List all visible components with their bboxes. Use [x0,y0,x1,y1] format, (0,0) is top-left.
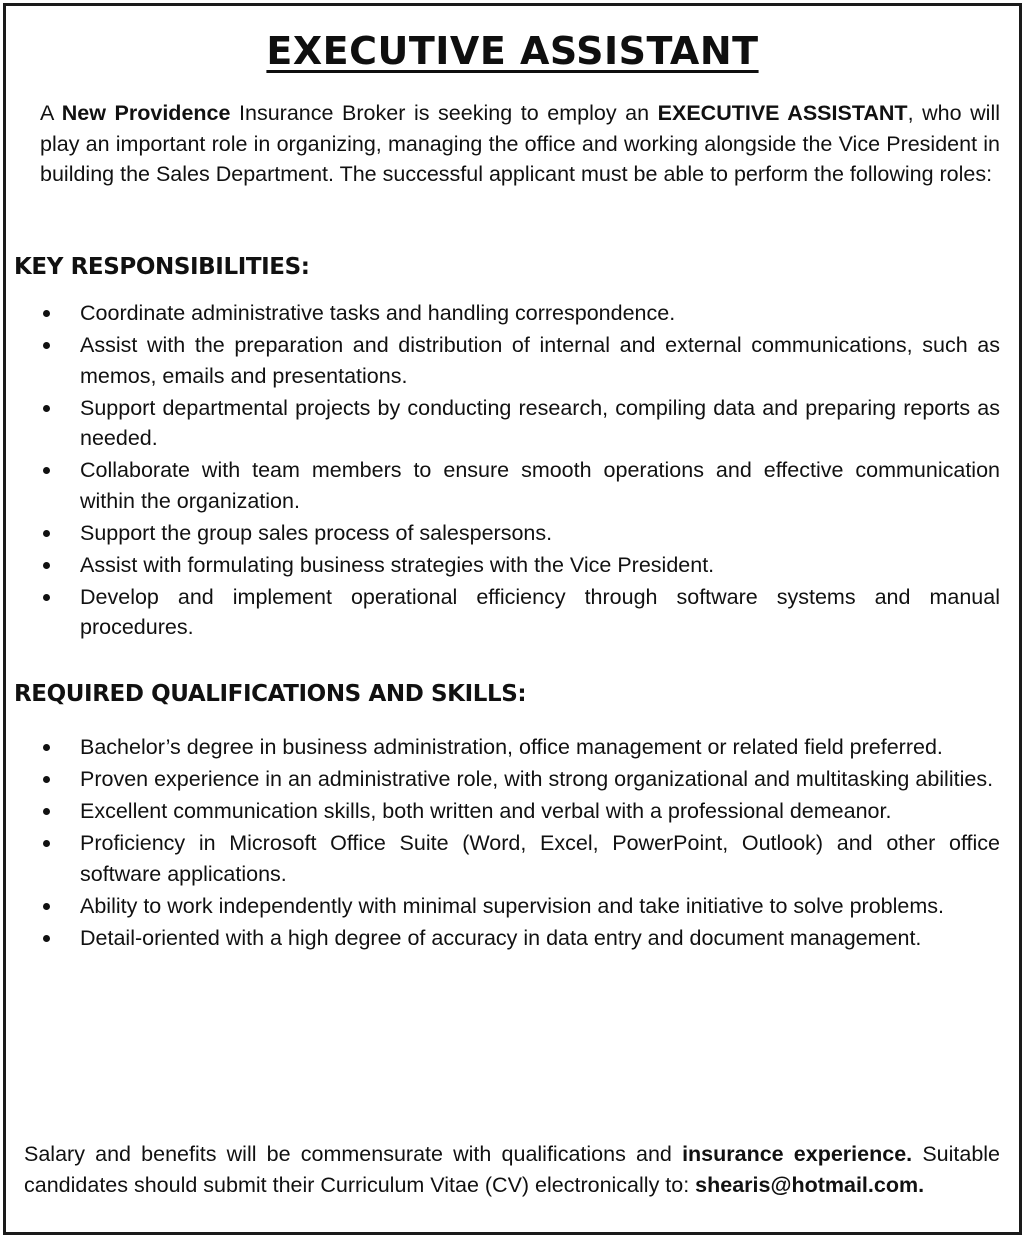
bullet-icon [43,405,50,412]
closing-text-1: Salary and benefits will be commensurate with qualifications and [24,1142,683,1166]
list-item [6,330,1000,391]
bullet-icon [43,808,50,815]
intro-text-1: A [40,101,62,125]
list-item [6,764,1000,795]
list-item-text: Ability to work independently with minimal supervision and take initiative to solve problems. [80,893,944,918]
bullet-icon [43,744,50,751]
list-item-text: Support the group sales process of salespersons. [80,520,553,545]
list-item [6,298,1000,329]
list-item [6,828,1000,889]
list-item-text: Proficiency in Microsoft Office Suite (Word, Excel, PowerPoint, Outlook) and other office software applications. [80,831,1000,886]
intro-text-3: , who will play an important role in organizing, managing the office and working alongside the Vice President in building the Sales Department. The successful applicant must be able to perform the following roles: [40,101,1000,186]
list-item [6,582,1000,643]
closing-paragraph [24,1139,1000,1200]
list-item-text: Detail-oriented with a high degree of accuracy in data entry and document management. [80,925,922,950]
bullet-icon [43,530,50,537]
list-item-text: Proven experience in an administrative role, with strong organizational and multitasking abilities. [80,767,994,791]
bullet-icon [43,310,50,317]
list-item [6,518,1000,549]
bullet-icon [43,562,50,569]
bullet-icon [43,342,50,349]
list-item [6,891,1000,922]
bullet-icon [43,935,50,942]
bullet-icon [43,467,50,474]
list-item-text: Develop and implement operational efficiency through software systems and manual procedures. [80,584,1000,639]
list-item-text: Support departmental projects by conducting research, compiling data and preparing reports as needed. [80,395,1000,450]
list-item-text: Assist with formulating business strategies with the Vice President. [80,552,715,577]
intro-text-2: Insurance Broker is seeking to employ an [230,101,658,125]
list-item-text: Coordinate administrative tasks and handling correspondence. [80,301,676,325]
required-qualifications-heading: REQUIRED QUALIFICATIONS AND SKILLS: [14,681,527,707]
list-item [6,550,1000,581]
bullet-icon [43,840,50,847]
list-item [6,393,1000,454]
list-item [6,732,1000,763]
bullet-icon [43,776,50,783]
list-item [6,796,1000,827]
list-item [6,923,1000,954]
bullet-icon [43,594,50,601]
insurance-experience-emphasis: insurance experience. [682,1142,913,1166]
key-responsibilities-heading: KEY RESPONSIBILITIES: [14,254,310,280]
list-item-text: Excellent communication skills, both written and verbal with a professional demeanor. [80,799,892,823]
required-qualifications-list [6,732,1000,955]
list-item-text: Bachelor’s degree in business administration, office management or related field preferred. [80,735,943,759]
contact-email: shearis@hotmail.com. [695,1172,925,1197]
intro-paragraph [40,98,1000,190]
list-item-text: Collaborate with team members to ensure smooth operations and effective communication within the organization. [80,458,1000,513]
role-name: EXECUTIVE ASSISTANT [657,101,908,125]
page-title: EXECUTIVE ASSISTANT [266,29,759,73]
job-advertisement [3,3,1022,1235]
list-item-text: Assist with the preparation and distribution of internal and external communications, such as memos, emails and presentations. [80,333,1000,388]
closing-text-2: Suitable candidates should submit their Curriculum Vitae (CV) electronically to: [24,1142,1001,1197]
key-responsibilities-list [6,298,1000,644]
list-item [6,455,1000,516]
company-name: New Providence [61,101,231,125]
bullet-icon [43,903,50,910]
